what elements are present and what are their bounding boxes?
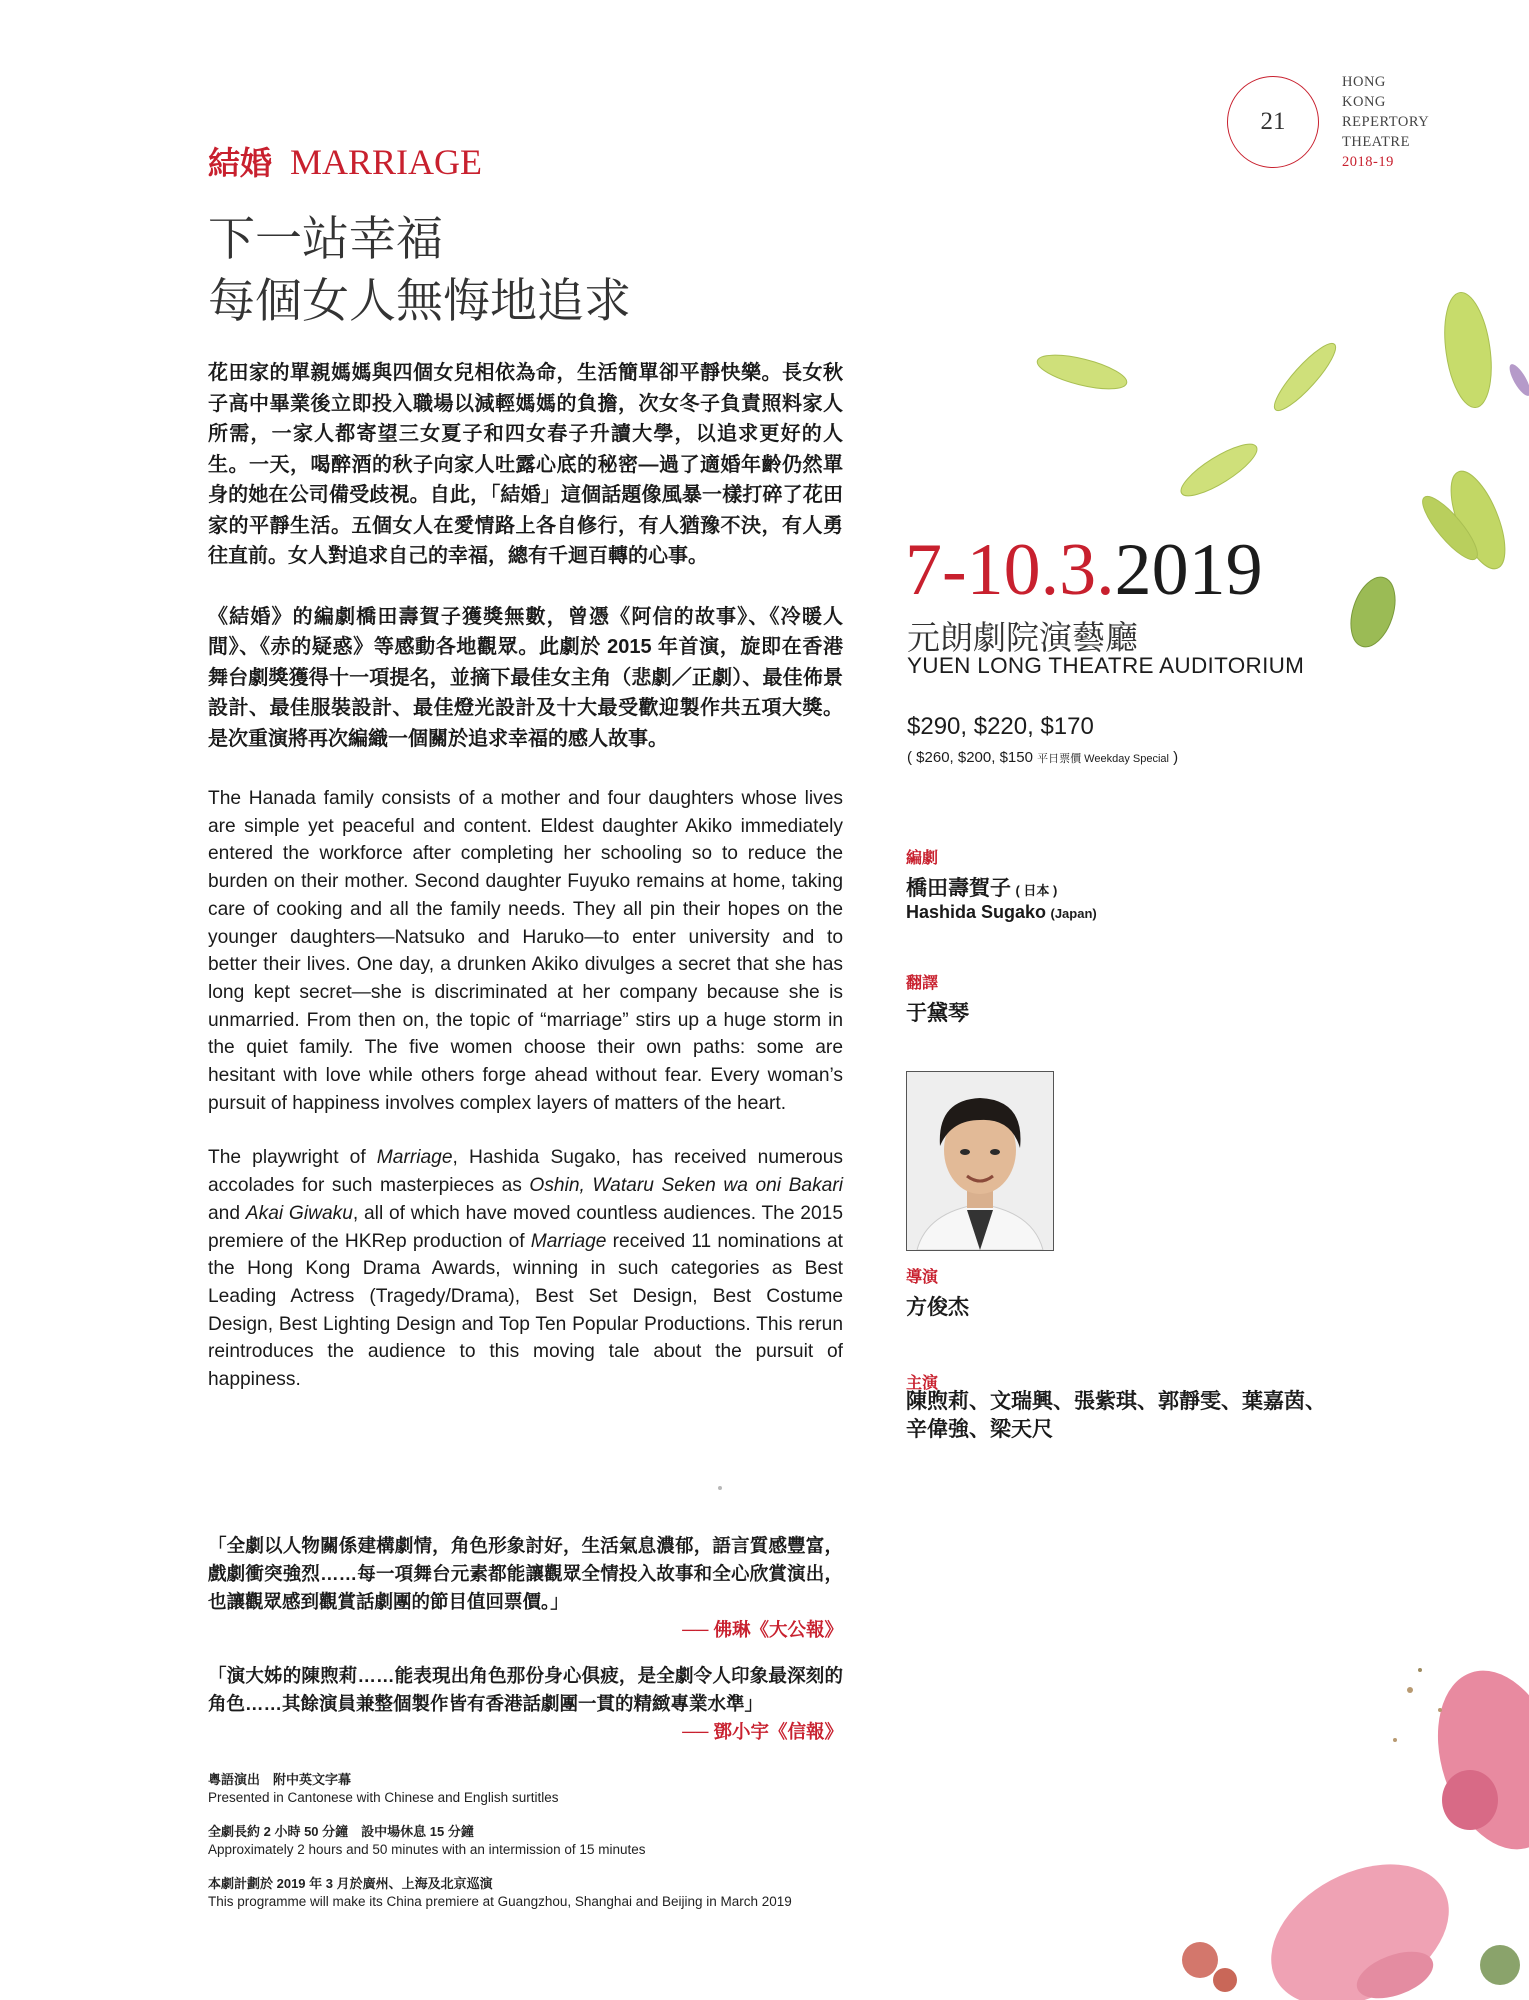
portrait-photo	[907, 1072, 1053, 1250]
company-line: REPERTORY	[1342, 114, 1430, 130]
sprig	[1480, 1945, 1520, 1985]
playwright-zh-line	[906, 872, 1097, 902]
dried-flower	[1213, 1968, 1237, 1992]
company-name	[1342, 72, 1429, 172]
note	[208, 1823, 843, 1859]
text-run: received 11 nominations at the Hong Kong Drama Awards, winning in such categories as Best Leading Actress (Tragedy/Drama), Best Set Design, Best Costume Design, Best Lighting Design and Top Ten Popular Productions. This rerun reintroduces the audience to this moving tale about the pursuit of happiness.	[208, 1230, 843, 1391]
petal	[1506, 361, 1529, 398]
press-quotes	[208, 1532, 843, 1746]
director-name: 方俊杰	[906, 1296, 969, 1319]
tagline	[208, 208, 631, 332]
director-credit	[906, 1264, 969, 1321]
performance-dates	[905, 530, 1263, 610]
season: 2018-19	[1342, 154, 1394, 170]
note-zh: 全劇長約 2 小時 50 分鐘 設中場休息 15 分鐘	[208, 1824, 474, 1839]
pink-petal	[1247, 1836, 1473, 2000]
company-line: KONG	[1342, 94, 1386, 110]
press-quote-source: ── 佛琳《大公報》	[682, 1619, 843, 1640]
page-number: 21	[1260, 108, 1286, 135]
note-en: Approximately 2 hours and 50 minutes with an intermission of 15 minutes	[208, 1842, 646, 1857]
translator-name: 于黛琴	[906, 1002, 969, 1025]
note	[208, 1771, 843, 1807]
synopsis-en-paragraph	[208, 1144, 843, 1393]
press-quote: 「全劇以人物關係建構劇情，角色形象討好，生活氣息濃郁，語言質感豐富，戲劇衝突強烈……每一項舞台元素都能讓觀眾全情投入故事和全心欣賞演出，也讓觀眾感到觀賞話劇團的節目值回票價。」	[208, 1535, 843, 1612]
synopsis-zh-paragraph: 花田家的單親媽媽與四個女兒相依為命，生活簡單卻平靜快樂。長女秋子高中畢業後立即投入職場以減輕媽媽的負擔，次女冬子負責照料家人所需，一家人都寄望三女夏子和四女春子升讀大學，以追求更好的人生。一天，喝醉酒的秋子向家人吐露心底的秘密—過了適婚年齡仍然單身的她在公司備受歧視。自此，「結婚」這個話題像風暴一樣打碎了花田家的平靜生活。五個女人在愛情路上各自修行，有人猶豫不決，有人勇往直前。女人對追求自己的幸福，總有千迴百轉的心事。	[208, 362, 843, 567]
work-title: Marriage	[376, 1147, 453, 1169]
translator-label: 翻譯	[906, 975, 939, 992]
weekday-prices	[907, 749, 1178, 766]
work-title: Oshin, Wataru Seken wa oni Bakari	[529, 1175, 843, 1197]
petal	[1267, 337, 1342, 417]
text-run: , all of which have moved countless audiences. The 2015 premiere of the HKRep production of	[208, 1202, 843, 1252]
director-label: 導演	[906, 1269, 939, 1286]
company-line: THEATRE	[1342, 134, 1410, 150]
show-title-zh: 結婚	[208, 144, 273, 182]
note	[208, 1875, 843, 1911]
venue-en: YUEN LONG THEATRE AUDITORIUM	[907, 653, 1305, 678]
note-zh: 本劇計劃於 2019 年 3 月於廣州、上海及北京巡演	[208, 1876, 493, 1891]
bud	[1438, 290, 1498, 411]
playwright-country-en: (Japan)	[1050, 906, 1097, 921]
show-title	[208, 138, 482, 184]
tagline-line: 每個女人無悔地追求	[208, 274, 631, 327]
note-en: This programme will make its China premiere at Guangzhou, Shanghai and Beijing in March 2019	[208, 1894, 792, 1909]
director-portrait	[906, 1071, 1054, 1251]
cast-label: 主演	[906, 1375, 939, 1392]
playwright-credit	[906, 845, 1097, 923]
dried-flower	[1182, 1942, 1218, 1978]
tagline-line: 下一站幸福	[208, 212, 443, 265]
show-title-en: MARRIAGE	[290, 142, 483, 182]
text-run: The playwright of	[208, 1147, 377, 1169]
petal	[1034, 348, 1130, 395]
synopsis	[208, 358, 843, 1394]
press-quote-source: ── 鄧小宇《信報》	[682, 1721, 843, 1742]
cast-names: 陳煦莉、文瑞興、張紫琪、郭靜雯、葉嘉茵、辛偉強、梁天尺	[906, 1390, 1326, 1441]
note-zh: 粵語演出 附中英文字幕	[208, 1772, 352, 1787]
company-line: HONG	[1342, 74, 1386, 90]
playwright-en-line	[906, 902, 1097, 923]
date-year: 2019	[1114, 529, 1263, 611]
synopsis-en-paragraph: The Hanada family consists of a mother and four daughters whose lives are simple yet peaceful and content. Eldest daughter Akiko immediately entered the workforce after completing her schooling so to reduce the burden on their mother. Second daughter Fuyuko remains at home, taking care of cooking and all the family needs. They all pin their hopes on the younger daughters—Natsuko and Haruko—to enter university and to better their lives. One day, a drunken Akiko divulges a secret that she has long kept secret—she is discriminated at her company because she is unmarried. From then on, the topic of “marriage” stirs up a huge storm in the quiet family. The five women choose their own paths: some are hesitant with love while others forge ahead without fear. Every woman’s pursuit of happiness involves complex layers of matters of the heart.	[208, 788, 843, 1114]
synopsis-zh-paragraph: 《結婚》的編劇橋田壽賀子獲獎無數，曾憑《阿信的故事》、《冷暖人間》、《赤的疑惑》等感動各地觀眾。此劇於 2015 年首演，旋即在香港舞台劇獎獲得十一項提名，並摘下最佳女主角（悲劇／正劇）、最佳佈景設計、最佳服裝設計、最佳燈光設計及十大最受歡迎製作共五項大獎。是次重演將再次編織一個關於追求幸福的感人故事。	[208, 605, 843, 750]
pink-petal	[1442, 1770, 1498, 1830]
page-number-badge	[1227, 76, 1319, 168]
weekday-special-label: 平日票價 Weekday Special	[1037, 753, 1169, 765]
venue-zh: 元朗劇院演藝廳	[907, 619, 1138, 656]
pink-petal	[1416, 1655, 1529, 1866]
text-run: and	[208, 1202, 246, 1224]
playwright-label: 編劇	[906, 850, 939, 867]
work-title: Marriage	[530, 1230, 607, 1252]
press-quote: 「演大姊的陳煦莉……能表現出角色那份身心俱疲，是全劇令人印象最深刻的角色……其餘演員兼整個製作皆有香港話劇團一貫的精緻專業水準」	[208, 1665, 843, 1714]
note-en: Presented in Cantonese with Chinese and English surtitles	[208, 1790, 559, 1805]
performance-notes	[208, 1771, 843, 1911]
playwright-country-zh: ( 日本 )	[1015, 883, 1058, 898]
ticket-prices: $290, $220, $170	[907, 713, 1094, 740]
petal	[1175, 436, 1263, 505]
playwright-name-zh: 橋田壽賀子	[906, 877, 1011, 900]
leaf	[1343, 572, 1403, 653]
work-title: Akai Giwaku	[245, 1202, 353, 1224]
text-run: , Hashida Sugako, has received numerous accolades for such masterpieces as	[208, 1147, 843, 1197]
playwright-name-en: Hashida Sugako	[906, 902, 1047, 922]
translator-credit	[906, 970, 969, 1027]
weekday-prices-values: ( $260, $200, $150	[907, 749, 1038, 766]
date-range: 7-10.3.	[905, 529, 1115, 611]
paren-close: )	[1168, 749, 1179, 766]
